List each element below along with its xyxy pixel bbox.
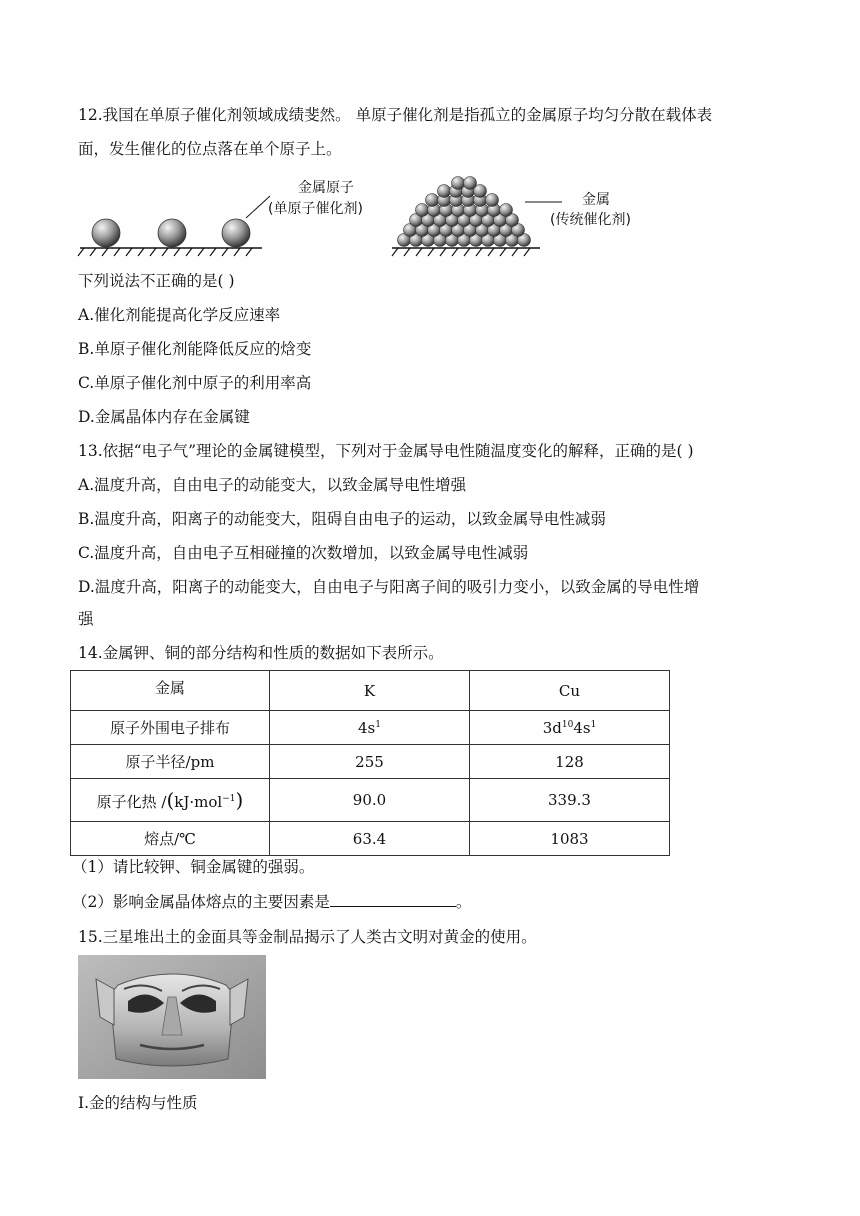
table-header-cu: Cu — [470, 671, 670, 711]
cluster-atom — [486, 194, 499, 207]
cluster-atom — [452, 177, 465, 190]
row-radius-label: 原子半径/pm — [71, 745, 270, 779]
q12-stem-line1: 12.我国在单原子催化剂领域成绩斐然。 单原子催化剂是指孤立的金属原子均匀分散在载体表 — [78, 106, 713, 124]
q13-option-a: A.温度升高，自由电子的动能变大，以致金属导电性增强 — [78, 476, 467, 494]
q12-stem-line2: 面，发生催化的位点落在单个原子上。 — [78, 140, 342, 158]
single-atom-substrate — [78, 248, 262, 256]
q13-option-d-cont: 强 — [78, 610, 94, 628]
row-mp-k: 63.4 — [270, 822, 470, 856]
row-radius-cu: 128 — [470, 745, 670, 779]
q12-option-d: D.金属晶体内存在金属键 — [78, 408, 250, 426]
row-heat-label: 原子化热 /(kJ·mol$^{-1}$) — [71, 779, 270, 822]
row-config-label: 原子外围电子排布 — [71, 711, 270, 745]
cluster-atom — [464, 177, 477, 190]
row-mp-label: 熔点/℃ — [71, 822, 270, 856]
q14-stem: 14.金属钾、铜的部分结构和性质的数据如下表所示。 — [78, 644, 444, 662]
cluster-atom — [438, 185, 451, 198]
table-row-melting-point — [71, 822, 670, 856]
row-heat-cu: 339.3 — [470, 779, 670, 822]
label-metal-atom: 金属原子 — [298, 180, 354, 196]
metal-properties-table — [70, 670, 670, 856]
q13-option-c: C.温度升高，自由电子互相碰撞的次数增加，以致金属导电性减弱 — [78, 544, 529, 562]
q15-section-title: Ⅰ.金的结构与性质 — [78, 1094, 198, 1112]
q12-option-b: B.单原子催化剂能降低反应的焓变 — [78, 340, 312, 358]
table-row-config — [71, 711, 670, 745]
single-atom-3 — [222, 219, 250, 247]
label-single-atom-catalyst: (单原子催化剂) — [268, 201, 363, 217]
table-header-k: K — [270, 671, 470, 711]
catalyst-figure — [70, 170, 670, 260]
row-heat-k: 90.0 — [270, 779, 470, 822]
row-config-k: $4s^1$ — [270, 711, 470, 745]
q15-stem: 15.三星堆出土的金面具等金制品揭示了人类古文明对黄金的使用。 — [78, 928, 537, 946]
cluster-atom — [426, 194, 439, 207]
traditional-substrate — [392, 248, 540, 256]
cluster-atom — [500, 204, 513, 217]
table-row-radius — [71, 745, 670, 779]
label-metal: 金属 — [582, 192, 610, 208]
table-header-metal: 金属 — [71, 671, 270, 711]
cluster-atom — [416, 204, 429, 217]
table-row-heat — [71, 779, 670, 822]
single-atom-1 — [92, 219, 120, 247]
single-atom-2 — [158, 219, 186, 247]
answer-blank[interactable] — [330, 890, 456, 907]
gold-mask-photo — [78, 955, 266, 1079]
q14-sub1: （1）请比较钾、铜金属键的强弱。 — [72, 858, 315, 876]
table-header-row — [71, 671, 670, 711]
q12-option-a: A.催化剂能提高化学反应速率 — [78, 306, 281, 324]
q14-sub2: （2）影响金属晶体熔点的主要因素是 。 — [72, 890, 471, 913]
row-mp-cu: 1083 — [470, 822, 670, 856]
q12-option-c: C.单原子催化剂中原子的利用率高 — [78, 374, 312, 392]
metal-cluster — [398, 177, 531, 247]
q12-question: 下列说法不正确的是( ) — [78, 272, 235, 290]
label-traditional-catalyst: (传统催化剂) — [550, 212, 631, 228]
q13-option-b: B.温度升高，阳离子的动能变大，阻碍自由电子的运动，以致金属导电性减弱 — [78, 510, 606, 528]
row-config-cu: $3d^{10}4s^1$ — [470, 711, 670, 745]
q13-option-d: D.温度升高，阳离子的动能变大，自由电子与阳离子间的吸引力变小，以致金属的导电性增 — [78, 578, 700, 596]
row-radius-k: 255 — [270, 745, 470, 779]
q13-stem: 13.依据“电子气”理论的金属键模型，下列对于金属导电性随温度变化的解释，正确的是( ) — [78, 442, 694, 460]
